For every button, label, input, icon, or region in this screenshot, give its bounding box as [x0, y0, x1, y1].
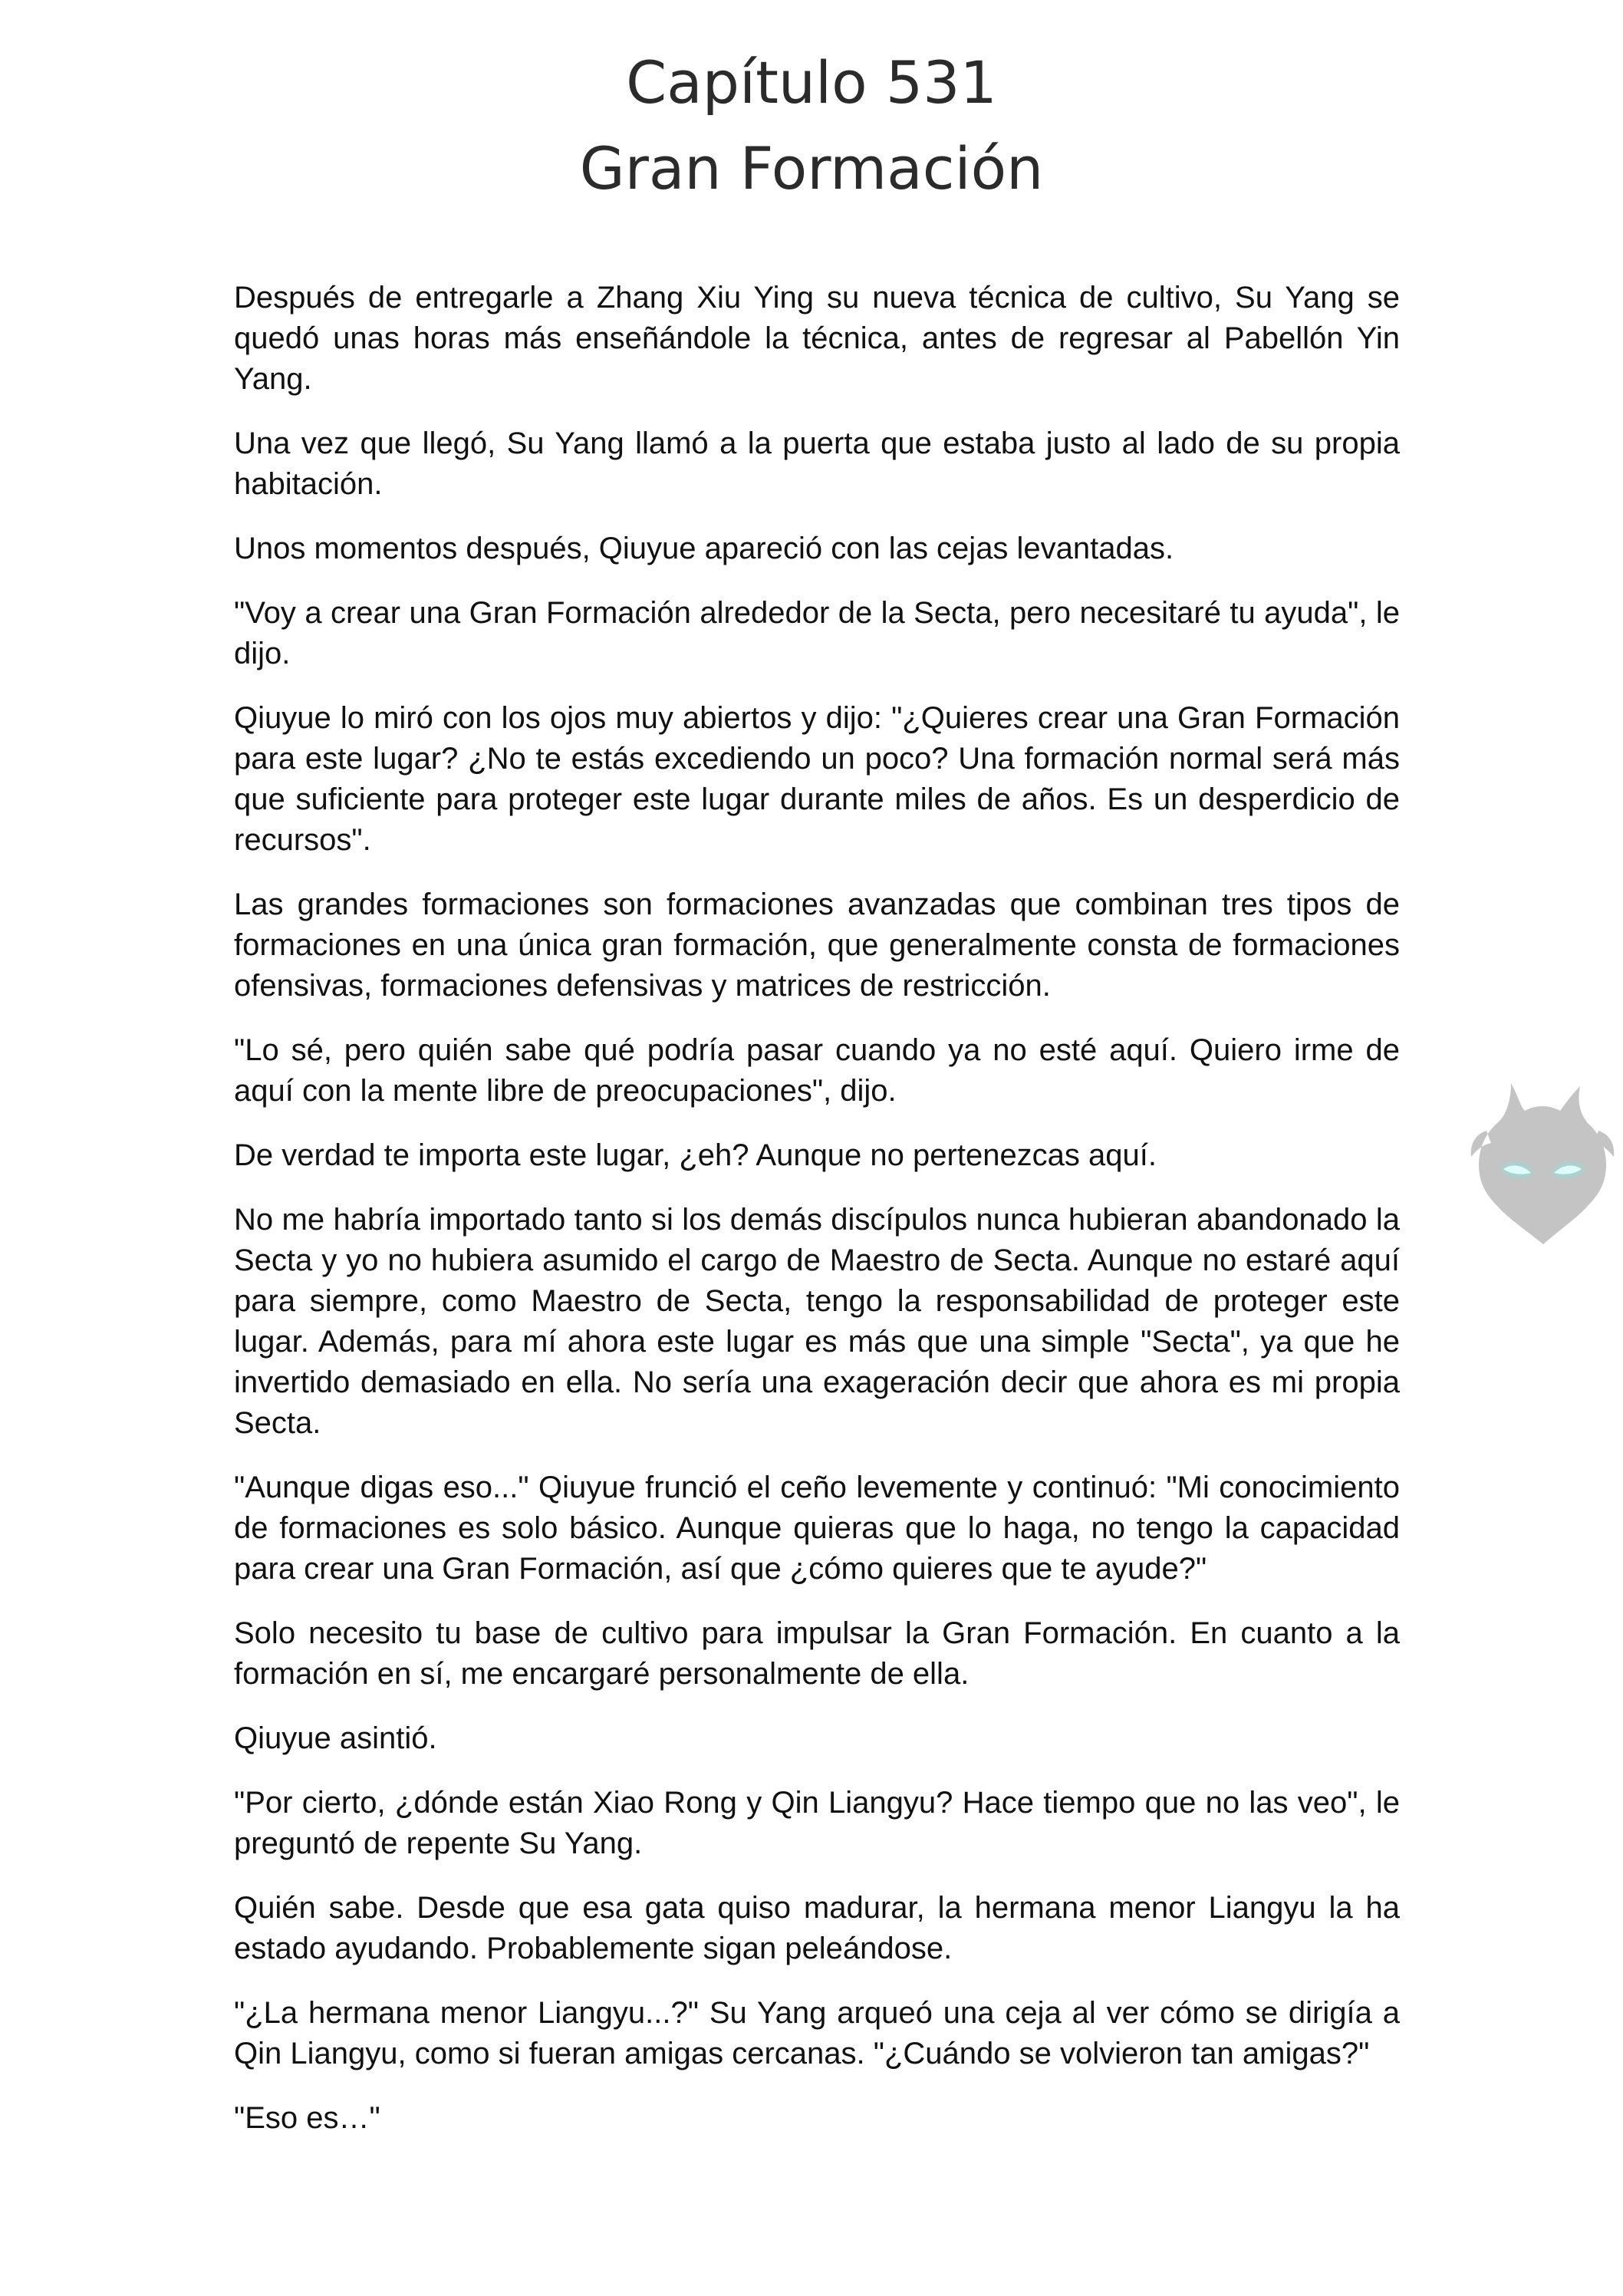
demon-head-icon: [1465, 1074, 1618, 1250]
chapter-body: [234, 278, 1400, 2163]
chapter-number: Capítulo 531: [626, 48, 997, 117]
paragraph: Solo necesito tu base de cultivo para impulsar la Gran Formación. En cuanto a la formación en sí, me encargaré personalmente de ella.: [234, 1616, 1400, 1691]
paragraph: "Por cierto, ¿dónde están Xiao Rong y Qin Liangyu? Hace tiempo que no las veo", le preguntó de repente Su Yang.: [234, 1786, 1400, 1860]
chapter-header: [0, 40, 1623, 212]
paragraph: "Lo sé, pero quién sabe qué podría pasar cuando ya no esté aquí. Quiero irme de aquí con la mente libre de preocupaciones", dijo.: [234, 1033, 1400, 1108]
paragraph: Qiuyue lo miró con los ojos muy abiertos y dijo: "¿Quieres crear una Gran Formación para este lugar? ¿No te estás excediendo un poco? Una formación normal será más que suficiente para proteger este lugar durante miles de años. Es un desperdicio de recursos".: [234, 701, 1400, 857]
paragraph: Las grandes formaciones son formaciones avanzadas que combinan tres tipos de formaciones en una única gran formación, que generalmente consta de formaciones ofensivas, formaciones defensivas y matrices de restricción.: [234, 888, 1400, 1003]
paragraph: Una vez que llegó, Su Yang llamó a la puerta que estaba justo al lado de su propia habitación.: [234, 427, 1400, 501]
paragraph: No me habría importado tanto si los demás discípulos nunca hubieran abandonado la Secta y yo no hubiera asumido el cargo de Maestro de Secta. Aunque no estaré aquí para siempre, como Maestro de Secta, tengo la responsabilidad de proteger este lugar. Además, para mí ahora este lugar es más que una simple "Secta", ya que he invertido demasiado en ella. No sería una exageración decir que ahora es mi propia Secta.: [234, 1203, 1400, 1440]
paragraph: "¿La hermana menor Liangyu...?" Su Yang arqueó una ceja al ver cómo se dirigía a Qin Liangyu, como si fueran amigas cercanas. "¿Cuándo se volvieron tan amigas?": [234, 1996, 1400, 2070]
paragraph: De verdad te importa este lugar, ¿eh? Aunque no pertenezcas aquí.: [234, 1138, 1157, 1172]
paragraph: Qiuyue asintió.: [234, 1721, 437, 1755]
paragraph: "Voy a crear una Gran Formación alrededor de la Secta, pero necesitaré tu ayuda", le dijo.: [234, 596, 1400, 670]
chapter-title: Gran Formación: [579, 134, 1044, 203]
paragraph: "Eso es…": [234, 2101, 380, 2135]
demon-head-silhouette: [1471, 1083, 1615, 1244]
paragraph: Unos momentos después, Qiuyue apareció con las cejas levantadas.: [234, 532, 1174, 565]
paragraph: Quién sabe. Desde que esa gata quiso madurar, la hermana menor Liangyu la ha estado ayudando. Probablemente sigan peleándose.: [234, 1891, 1400, 1965]
paragraph: "Aunque digas eso..." Qiuyue frunció el ceño levemente y continuó: "Mi conocimiento de formaciones es solo básico. Aunque quieras que lo haga, no tengo la capacidad para crear una Gran Formación, así que ¿cómo quieres que te ayude?": [234, 1471, 1400, 1586]
paragraph: Después de entregarle a Zhang Xiu Ying su nueva técnica de cultivo, Su Yang se quedó unas horas más enseñándole la técnica, antes de regresar al Pabellón Yin Yang.: [234, 281, 1400, 396]
